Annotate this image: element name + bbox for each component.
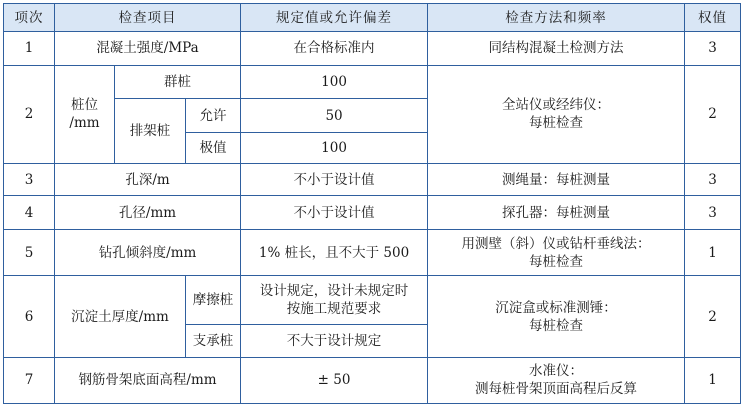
inspection-item: 沉淀土厚度/mm bbox=[55, 276, 186, 357]
weight-value: 1 bbox=[685, 230, 741, 276]
inspection-item: 钻孔倾斜度/mm bbox=[55, 230, 241, 276]
tolerance-value: 不小于设计值 bbox=[241, 196, 428, 230]
header-tolerance: 规定值或允许偏差 bbox=[241, 4, 428, 32]
tolerance-value: 1% 桩长，且不大于 500 bbox=[241, 230, 428, 276]
table-row bbox=[4, 65, 741, 99]
inspection-method-line: 每桩检查 bbox=[529, 317, 584, 334]
row-number: 7 bbox=[4, 357, 55, 403]
table-header-row bbox=[4, 4, 741, 32]
inspection-method bbox=[428, 357, 685, 403]
inspection-item: 钢筋骨架底面高程/mm bbox=[55, 357, 241, 403]
table-row bbox=[4, 32, 741, 66]
sub-item-group-pile: 群桩 bbox=[115, 65, 241, 99]
inspection-method bbox=[428, 65, 685, 163]
inspection-method-line: 沉淀盒或标准测锤： bbox=[495, 299, 617, 316]
tolerance-value: 不小于设计值 bbox=[241, 163, 428, 196]
inspection-spec-table bbox=[3, 3, 741, 404]
table-row bbox=[4, 230, 741, 276]
tolerance-value: ± 50 bbox=[241, 357, 428, 403]
inspection-item bbox=[55, 65, 115, 163]
sub-item-extreme: 极值 bbox=[186, 133, 241, 164]
row-number: 4 bbox=[4, 196, 55, 230]
row-number: 5 bbox=[4, 230, 55, 276]
inspection-method-line: 用测壁（斜）仪或钻杆垂线法： bbox=[461, 235, 651, 252]
tolerance-value bbox=[241, 276, 428, 324]
table-row bbox=[4, 357, 741, 403]
inspection-method-line: 水准仪： bbox=[529, 363, 584, 380]
row-number: 2 bbox=[4, 65, 55, 163]
table-row bbox=[4, 276, 741, 324]
inspection-method bbox=[428, 276, 685, 357]
sub-item-row-pile: 排架桩 bbox=[115, 99, 186, 163]
header-method-frequency: 检查方法和频率 bbox=[428, 4, 685, 32]
inspection-method: 测绳量：每桩测量 bbox=[428, 163, 685, 196]
table-row bbox=[4, 163, 741, 196]
inspection-method-line: 测每桩骨架顶面高程后反算 bbox=[475, 381, 638, 398]
inspection-method bbox=[428, 230, 685, 276]
inspection-method-line: 每桩检查 bbox=[529, 115, 584, 132]
header-inspection-item: 检查项目 bbox=[55, 4, 241, 32]
inspection-method: 同结构混凝土检测方法 bbox=[428, 32, 685, 66]
weight-value: 3 bbox=[685, 32, 741, 66]
inspection-item: 孔径/mm bbox=[55, 196, 241, 230]
row-number: 3 bbox=[4, 163, 55, 196]
tolerance-value: 100 bbox=[241, 65, 428, 99]
inspection-item: 孔深/m bbox=[55, 163, 241, 196]
weight-value: 3 bbox=[685, 196, 741, 230]
tolerance-value: 在合格标准内 bbox=[241, 32, 428, 66]
sub-item-allowed: 允许 bbox=[186, 99, 241, 133]
sub-item-bearing-pile: 支承桩 bbox=[186, 324, 241, 357]
tolerance-value: 不大于设计规定 bbox=[241, 324, 428, 357]
tolerance-value: 100 bbox=[241, 133, 428, 164]
table-row bbox=[4, 196, 741, 230]
inspection-item-line: /mm bbox=[69, 115, 100, 132]
weight-value: 2 bbox=[685, 276, 741, 357]
row-number: 1 bbox=[4, 32, 55, 66]
weight-value: 2 bbox=[685, 65, 741, 163]
inspection-method-line: 全站仪或经纬仪： bbox=[502, 97, 611, 114]
inspection-item: 混凝土强度/MPa bbox=[55, 32, 241, 66]
inspection-method-line: 每桩检查 bbox=[529, 253, 584, 270]
inspection-method: 探孔器：每桩测量 bbox=[428, 196, 685, 230]
tolerance-line: 设计规定，设计未规定时 bbox=[259, 283, 409, 300]
tolerance-line: 按施工规范要求 bbox=[286, 301, 382, 318]
header-item-no: 项次 bbox=[4, 4, 55, 32]
weight-value: 3 bbox=[685, 163, 741, 196]
tolerance-value: 50 bbox=[241, 99, 428, 133]
weight-value: 1 bbox=[685, 357, 741, 403]
sub-item-friction-pile: 摩擦桩 bbox=[186, 276, 241, 324]
header-weight: 权值 bbox=[685, 4, 741, 32]
inspection-item-line: 桩位 bbox=[71, 97, 98, 114]
row-number: 6 bbox=[4, 276, 55, 357]
